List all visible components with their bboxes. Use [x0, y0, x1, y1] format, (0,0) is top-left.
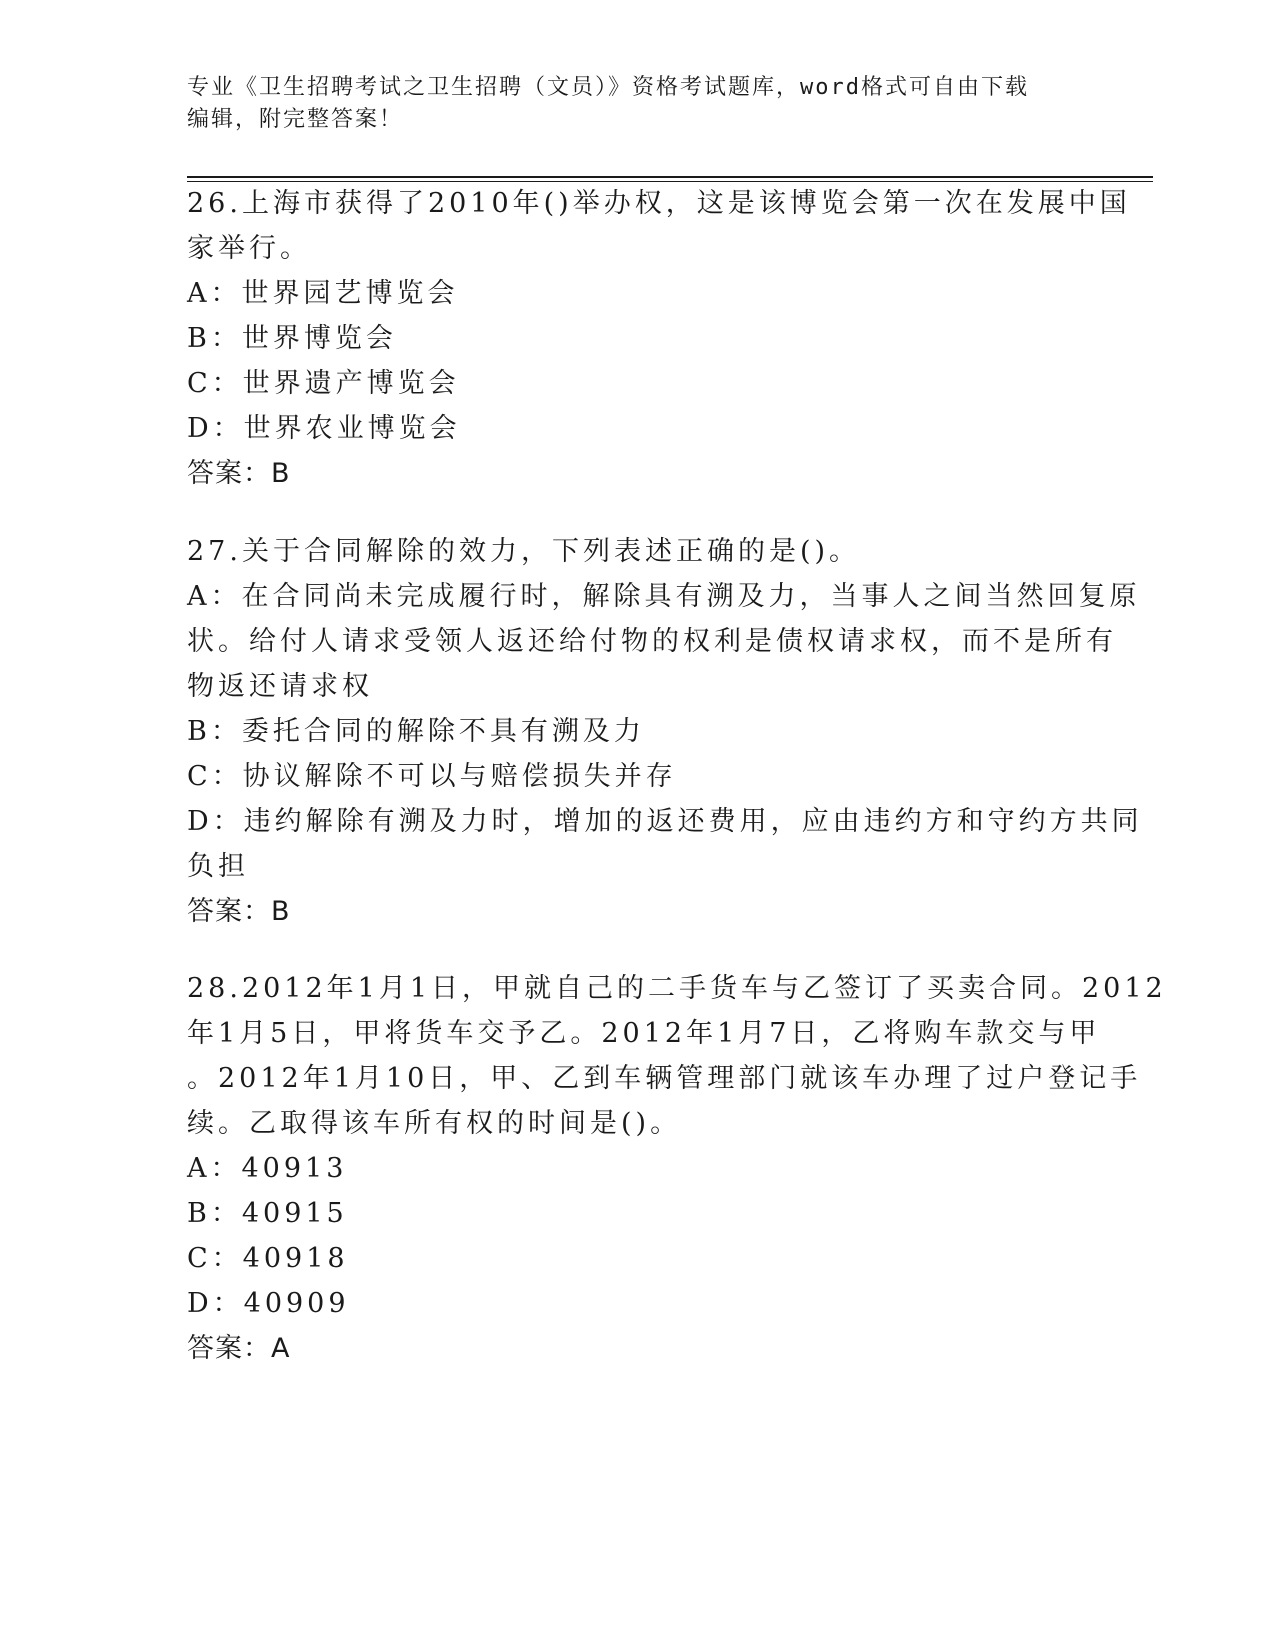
option-c: C：世界遗产博览会	[187, 368, 460, 399]
option-d: D：违约解除有溯及力时，增加的返还费用，应由违约方和守约方共同	[187, 806, 1143, 837]
option-a: A：世界园艺博览会	[187, 278, 459, 309]
option-d: D：40909	[187, 1288, 350, 1319]
question-stem-line: 26.上海市获得了2010年()举办权，这是该博览会第一次在发展中国	[187, 188, 1131, 219]
header-line-2: 编辑，附完整答案！	[187, 107, 404, 132]
option-a: A：在合同尚未完成履行时，解除具有溯及力，当事人之间当然回复原	[187, 581, 1141, 612]
answer-line: 答案：B	[187, 896, 291, 927]
header-divider	[187, 176, 1153, 178]
option-a-continued: 状。给付人请求受领人返还给付物的权利是债权请求权，而不是所有	[187, 626, 1117, 657]
question-stem-line: 年1月5日，甲将货车交予乙。2012年1月7日，乙将购车款交与甲	[187, 1018, 1101, 1049]
option-a-continued: 物返还请求权	[187, 671, 373, 702]
option-c: C：协议解除不可以与赔偿损失并存	[187, 761, 677, 792]
option-d: D：世界农业博览会	[187, 413, 461, 444]
header-line-1: 专业《卫生招聘考试之卫生招聘（文员）》资格考试题库，word格式可自由下载	[187, 75, 1029, 100]
answer-line: 答案：B	[187, 458, 291, 489]
question-stem-line: 。2012年1月10日，甲、乙到车辆管理部门就该车办理了过户登记手	[187, 1063, 1142, 1094]
question-stem-line: 27.关于合同解除的效力，下列表述正确的是()。	[187, 536, 861, 567]
option-b: B：世界博览会	[187, 323, 397, 354]
option-d-continued: 负担	[187, 851, 249, 882]
question-26	[187, 181, 1131, 496]
answer-line: 答案：A	[187, 1333, 291, 1364]
document-header	[187, 72, 1087, 136]
question-stem-line: 续。乙取得该车所有权的时间是()。	[187, 1108, 682, 1139]
question-stem-line: 28.2012年1月1日，甲就自己的二手货车与乙签订了买卖合同。2012	[187, 973, 1167, 1004]
option-c: C：40918	[187, 1243, 349, 1274]
question-28	[187, 966, 1167, 1371]
option-a: A：40913	[187, 1153, 348, 1184]
option-b: B：40915	[187, 1198, 348, 1229]
question-27	[187, 529, 1143, 934]
option-b: B：委托合同的解除不具有溯及力	[187, 716, 645, 747]
question-stem-line: 家举行。	[187, 233, 311, 264]
